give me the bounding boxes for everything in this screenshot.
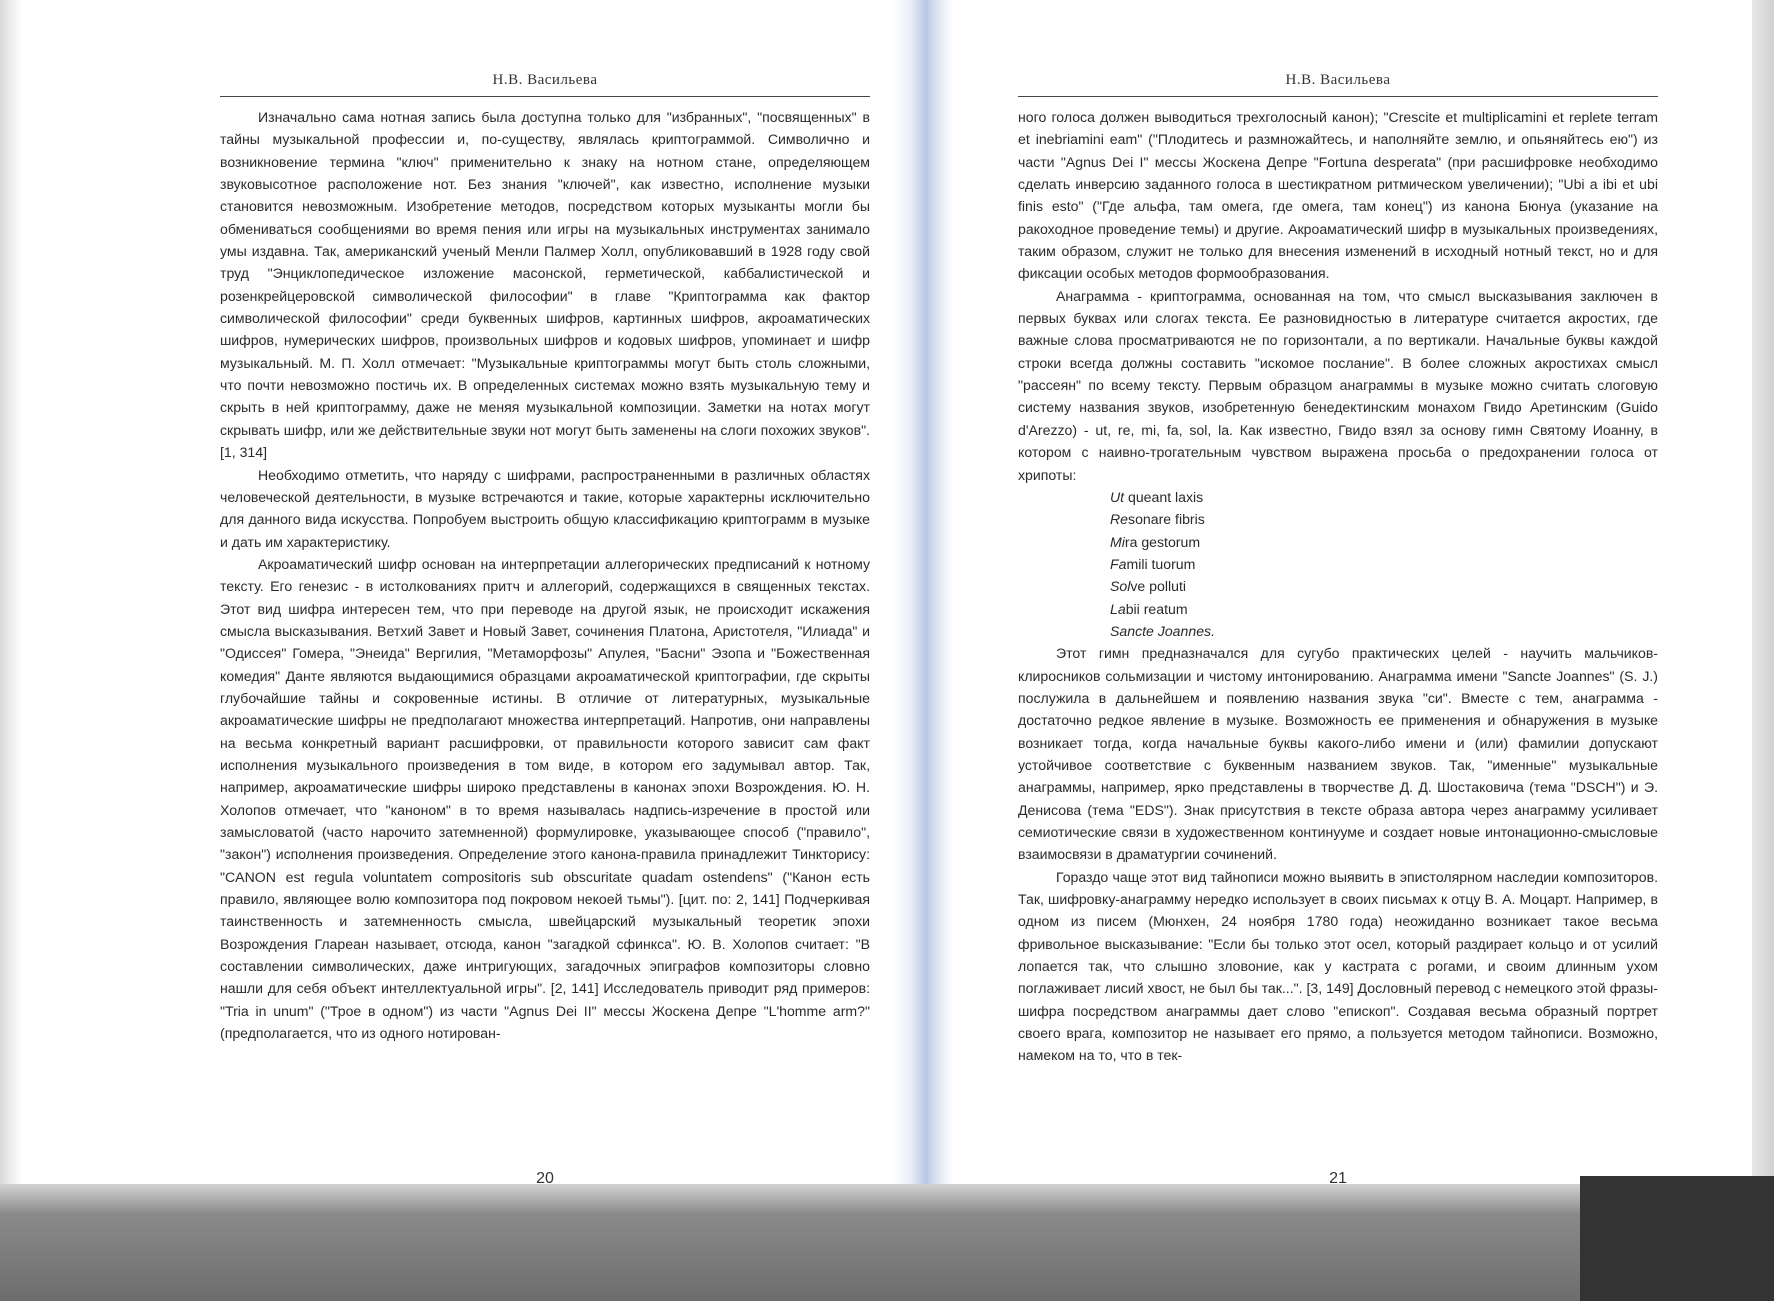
scan-edge-right (1752, 0, 1774, 1190)
verse-line (1110, 575, 1658, 597)
verse-rest: sonare fibris (1128, 511, 1205, 528)
verse-line (1110, 531, 1658, 553)
verse-rest: ra gestorum (1124, 533, 1201, 550)
paragraph: Необходимо отметить, что наряду с шифрами, распространенными в различных областях человеческой деятельности, в музыке встречаются и такие, которые характерны исключительно для данного вида искусства. Попробуем выстроить общую классификацию криптограмм в музыке и дать им характеристику. (220, 466, 870, 550)
hymn-verse (1110, 486, 1658, 642)
running-head-left: Н.В. Васильева (492, 72, 598, 88)
book-gutter (893, 0, 953, 1190)
page-number-left: 20 (536, 1170, 554, 1187)
verse-initial: La (1110, 600, 1126, 617)
paragraph: Этот гимн предназначался для сугубо практических целей - научить мальчиков-клиросников сольмизации и чистому интонированию. Анаграмма имени "Sancte Joannes" (S. J.) послужила в дальнейшем и появлению названия звука "си". Вместе с тем, анаграмма - достаточно редкое явление в музыке. Возможность ее применения и обнаружения в музыке возникает тогда, когда начальные буквы какого-либо имени и (или) фамилии допускают устойчивое соответствие с буквенным названием звуков. Так, "именные" музыкальные анаграммы, например, ярко представлены в творчестве Д. Д. Шостаковича (тема "DSCH") и Э. Денисова (тема "EDS"). Знак присутствия в тексте образа автора через анаграмму усиливает семиотические связи в художественном континууме и создает новые интонационно-смысловые взаимосвязи в драматургии сочинений. (1018, 645, 1658, 863)
page-number-right: 21 (1329, 1170, 1347, 1187)
verse-rest: mili tuorum (1126, 555, 1196, 572)
verse-initial: Mi (1110, 533, 1125, 550)
left-page-body (220, 106, 870, 1044)
verse-rest: bii reatum (1125, 600, 1188, 617)
verse-line (1110, 620, 1658, 642)
verse-line (1110, 598, 1658, 620)
paragraph: Акроаматический шифр основан на интерпретации аллегорических предписаний к нотному тексту. Его генезис - в истолкованиях притч и аллегорий, содержащихся в священных текстах. Этот вид шифра интересен тем, что при переводе на другой язык, не происходит искажения смысла высказывания. Ветхий Завет и Новый Завет, сочинения Платона, Аристотеля, "Илиада" и "Одиссея" Гомера, "Энеида" Вергилия, "Метаморфозы" Апулея, "Басни" Эзопа и "Божественная комедия" Данте являются выдающимися образцами акроаматической криптографии, где скрыты глубочайшие тайны и сокровенные истины. В отличие от литературных, музыкальные акроаматические шифры не предполагают множества интерпретаций. Напротив, они направлены на весьма конкретный вариант расшифровки, от правильности которого зависит сам факт исполнения музыкального произведения в том виде, в котором его задумывал автор. Так, например, акроаматические шифры широко представлены в канонах эпохи Возрождения. Ю. Н. Холопов отмечает, что "каноном" в то время называлась надпись-изречение в простой или замысловатой (часто нарочито затемненной) формулировке, указывающее способ ("правило", "закон") исполнения произведения. Определение этого канона-правила принадлежит Тинкторису: "CANON est regula voluntatem compositoris sub obscuritate quadam ostendens" ("Канон есть правило, являющее волю композитора под покровом некоей тьмы"). [цит. по: 2, 141] Подчеркивая таинственность и затемненность смысла, швейцарский музыкальный теоретик эпохи Возрождения Глареан называет, отсюда, канон "загадкой сфинкса". Ю. В. Холопов считает: "В составлении символических, даже интригующих, загадочных эпиграфов композиторы словно нашли для себя объект интеллектуальной игры". [2, 141] Исследователь приводит ряд примеров: "Tria in unum" ("Трое в одном") из части "Agnus Dei II" мессы Жоскена Депре "L'homme arm?" (предполагается, что из одного нотирован- (220, 555, 870, 1042)
verse-initial: Re (1110, 511, 1129, 528)
verse-rest: ve polluti (1130, 578, 1186, 595)
page-edge-left (0, 0, 22, 1301)
right-page-body (1018, 106, 1658, 1067)
running-head-right: Н.В. Васильева (1285, 72, 1391, 88)
header-rule-right (1018, 96, 1658, 97)
verse-initial: Sancte Joannes. (1110, 622, 1215, 639)
right-page (1018, 0, 1658, 1190)
paragraph: Изначально сама нотная запись была доступна только для "избранных", "посвященных" в тайны музыкальной профессии и, по-существу, являлась криптограммой. Символично и возникновение термина "ключ" применительно к знаку на нотном стане, определяющем звуковысотное расположение нот. Без знания "ключей", как известно, исполнение музыки становится невозможным. Изобретение методов, посредством которых музыканты могли бы обмениваться сообщениями во время пения или игры на музыкальных инструментах занимало умы издавна. Так, американский ученый Менли Палмер Холл, опубликовавший в 1928 году свой труд "Энциклопедическое изложение масонской, герметической, каббалистической и розенкрейцеровской символической философии" в главе "Криптограмма как фактор символической философии" среди буквенных шифров, картинных шифров, акроаматических шифров, нумерических шифров, произвольных шифров и кодовых шифров, упоминает и шифр музыкальный. М. П. Холл отмечает: "Музыкальные криптограммы могут быть столь сложными, что почти невозможно постичь их. В определенных системах можно взять музыкальную тему и скрыть в ней криптограмму, даже не меняя музыкальной композиции. Заметки на нотах могут скрывать шифр, или же действительные звуки нот могут быть заменены на слоги похожих звуков". [1, 314] (220, 109, 870, 461)
verse-rest: queant laxis (1124, 488, 1204, 505)
verse-line (1110, 553, 1658, 575)
paragraph: ного голоса должен выводиться трехголосный канон); "Crescite et multiplicamini et replete terram et inebriamini eam" ("Плодитесь и размножайтесь, и наполняйте землю, и опьяняйтесь ею") из части "Agnus Dei I" мессы Жоскена Депре "Fortuna desperata" (при расшифровке необходимо сделать инверсию заданного голоса в шестикратном ритмическом увеличении); "Ubi a ibi et ubi finis esto" ("Где альфа, там омега, где омега, там конец") из канона Бюнуа (указание на ракоходное проведение темы) и другие. Акроаматический шифр в музыкальных произведениях, таким образом, служит не только для внесения изменений в исходный нотный текст, но и для фиксации особых методов формообразования. (1018, 109, 1658, 282)
paragraph: Гораздо чаще этот вид тайнописи можно выявить в эпистолярном наследии композиторов. Так, шифровку-анаграмму нередко использует в своих письмах к отцу В. А. Моцарт. Например, в одном из писем (Мюнхен, 24 ноября 1780 года) неожиданно возникает такое весьма фривольное высказывание: "Если бы только этот осел, который раздирает кольцо и от усилий лопается так, что слышно зловоние, как у кастрата с рогами, и своим длинным ухом поглаживает лисий хвост, не был бы так...". [3, 149] Дословный перевод с немецкого этой фразы-шифра посредством анаграммы дает слово "епископ". Создавая весьма образный портрет своего врага, композитор не называет его прямо, а пользуется методом тайнописи. Возможно, намеком на то, что в тек- (1018, 868, 1658, 1064)
verse-line (1110, 486, 1658, 508)
scan-edge-bottom (0, 1184, 1774, 1301)
verse-initial: Sol (1110, 578, 1131, 595)
left-page (220, 0, 870, 1190)
header-rule-left (220, 96, 870, 97)
verse-initial: Ut (1110, 488, 1125, 505)
paragraph: Анаграмма - криптограмма, основанная на том, что смысл высказывания заключен в первых буквах или слогах текста. Ее разновидностью в литературе считается акростих, где важные слова просматриваются не по горизонтали, а по вертикали. Начальные буквы каждой строки всегда должны составить "искомое послание". В более сложных акростихах смысл "рассеян" по всему тексту. Первым образцом анаграммы в музыке можно считать слоговую систему названия звуков, изобретенную бенедектинским монахом Гвидо Аретинским (Guido d'Arezzo) - ut, re, mi, fa, sol, la. Как известно, Гвидо взял за основу гимн Святому Иоанну, в котором с наивно-трогательным чувством выражена просьба о предохранении голоса от хрипоты: (1018, 287, 1658, 483)
verse-initial: Fa (1110, 555, 1127, 572)
scan-corner-dark (1580, 1176, 1774, 1301)
verse-line (1110, 508, 1658, 530)
